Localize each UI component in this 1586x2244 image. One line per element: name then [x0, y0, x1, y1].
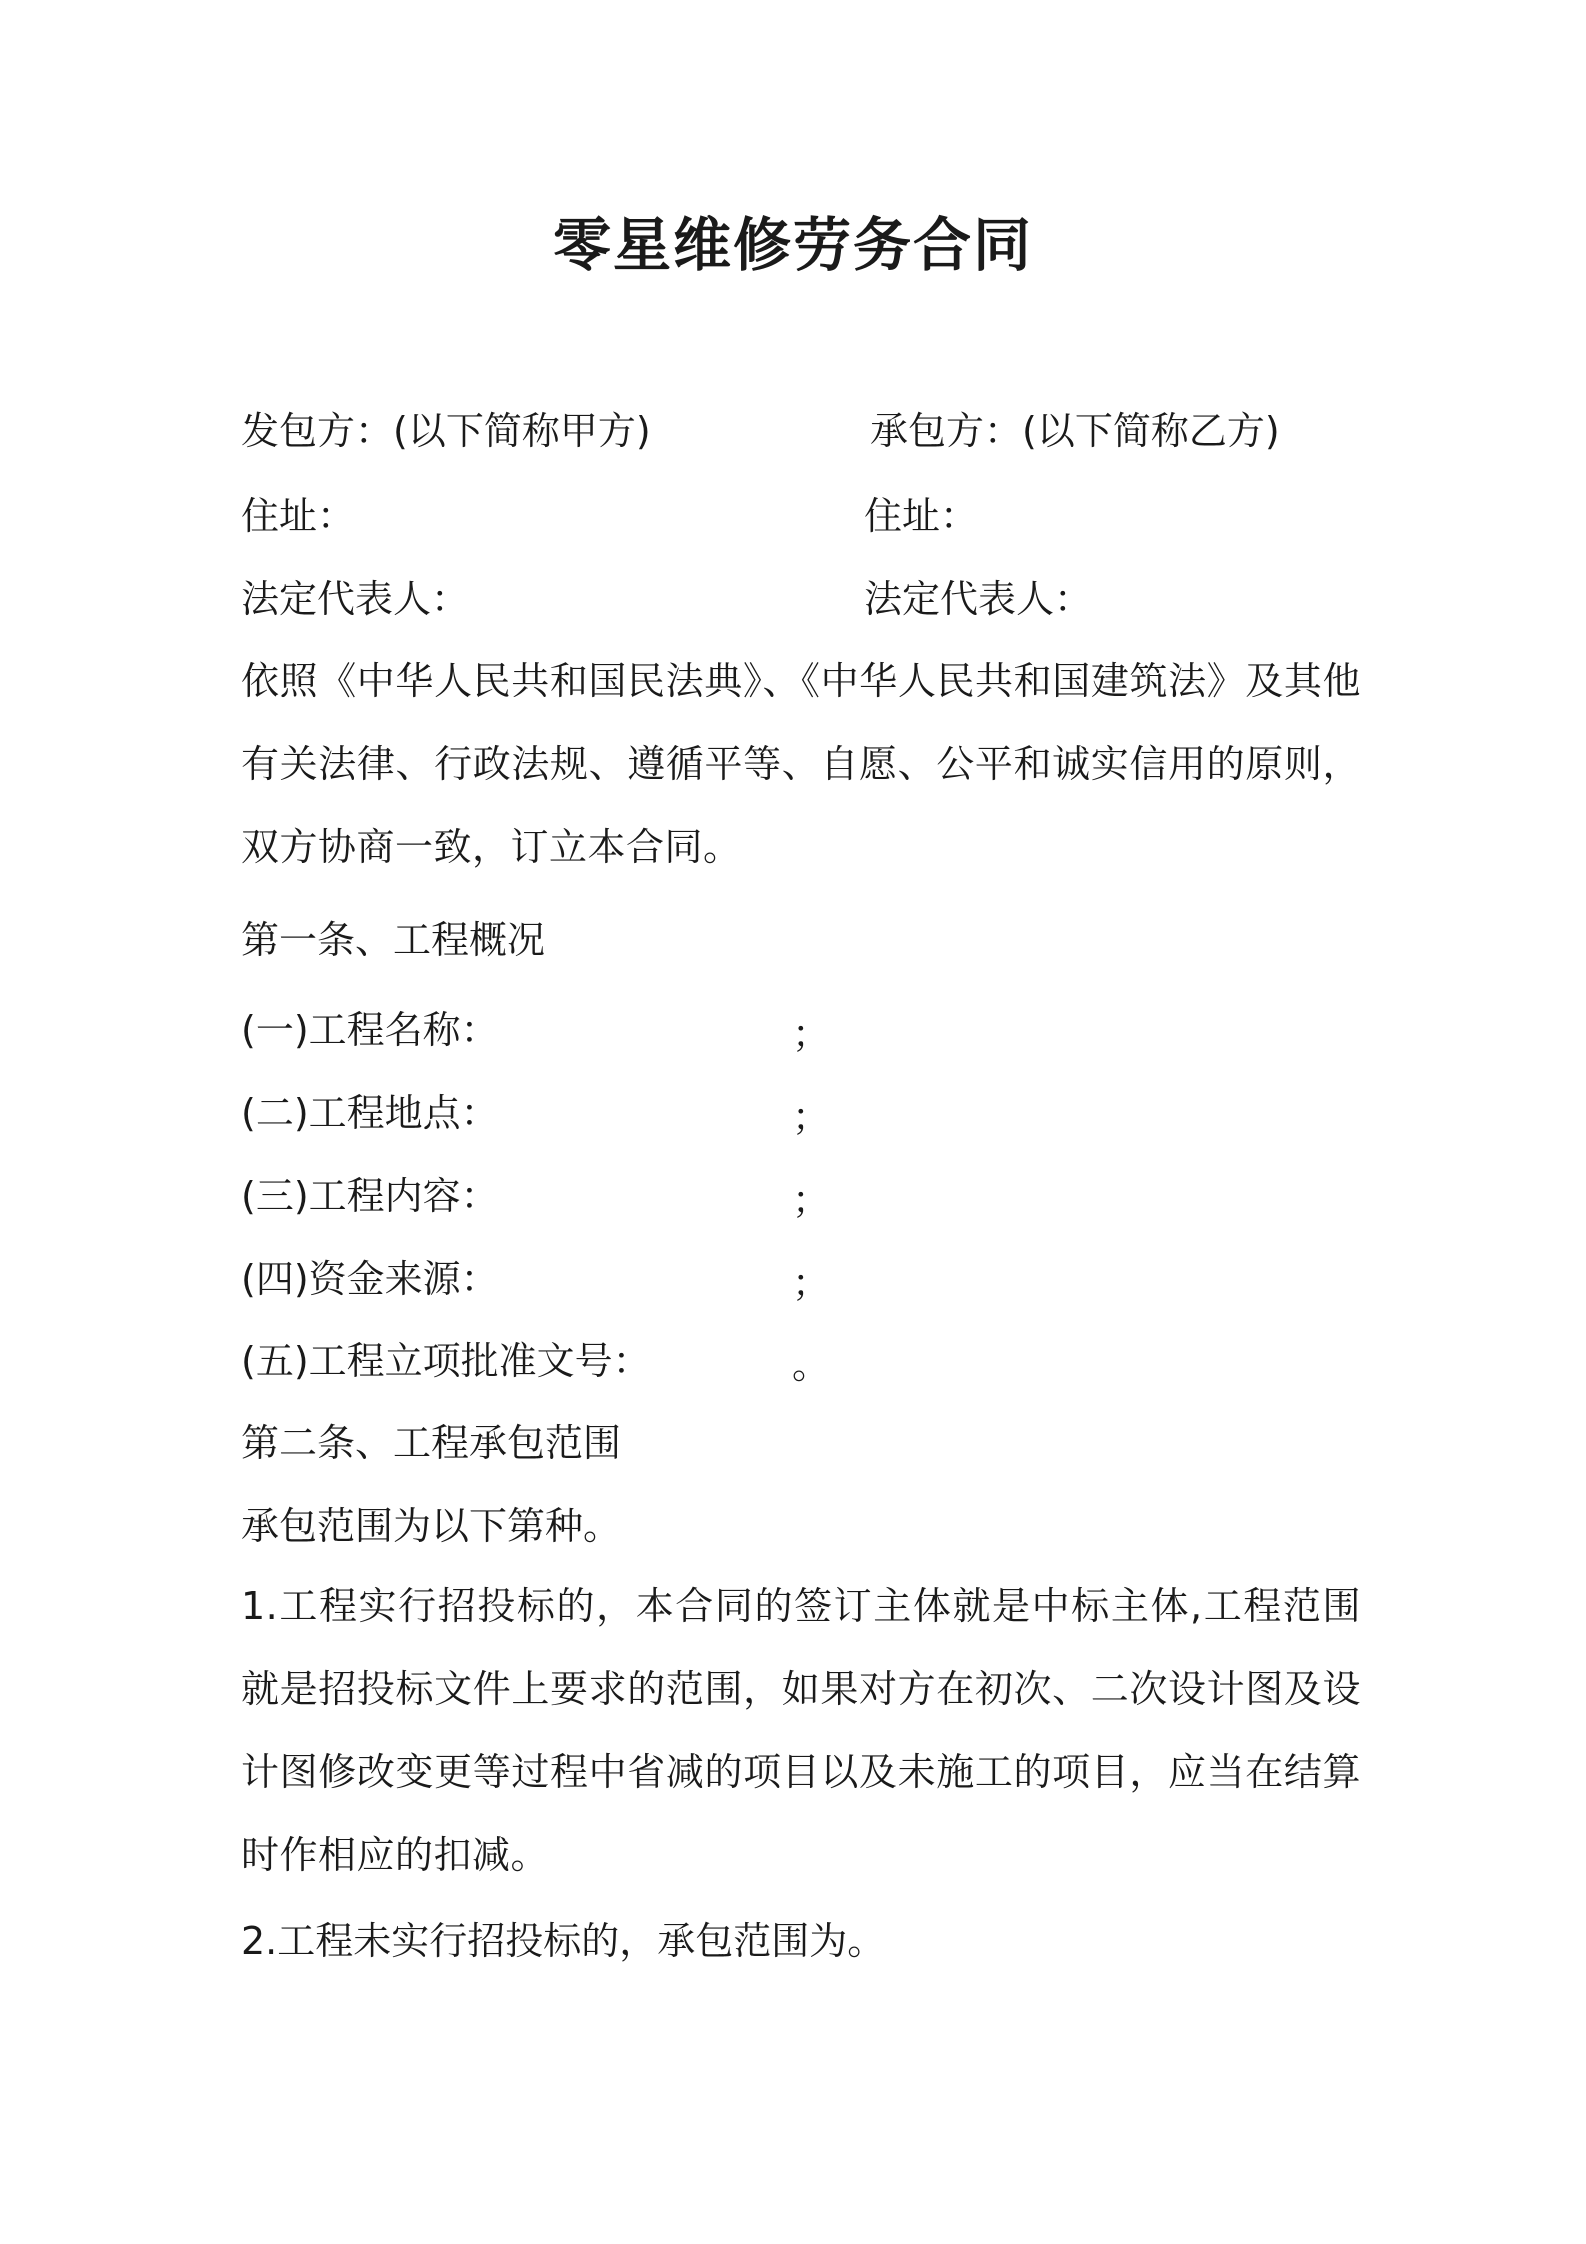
preamble-paragraph: 依照《中华人民共和国民法典》、《中华人民共和国建筑法》及其他有关法律、行政法规、遵循平等、自愿、公平和诚实信用的原则，双方协商一致，订立本合同。	[241, 659, 1361, 869]
document-title: 零星维修劳务合同	[552, 211, 1033, 279]
contractor-label: 承包方：(以下简称乙方)	[870, 409, 1280, 453]
item-project-content-end: ；	[792, 1178, 831, 1222]
item-project-name: (一)工程名称：	[241, 1008, 499, 1052]
item-fund-source-end: ；	[792, 1261, 831, 1305]
item-project-location-end: ；	[792, 1095, 831, 1139]
article2-heading: 第二条、工程承包范围	[241, 1421, 622, 1465]
article2-clause1: 1.工程实行招投标的，本合同的签订主体就是中标主体,工程范围就是招投标文件上要求的范围，如果对方在初次、二次设计图及设计图修改变更等过程中省减的项目以及未施工的项目，应当在结算时作相应的扣减。	[241, 1584, 1361, 1877]
article2-intro: 承包范围为以下第种。	[241, 1504, 622, 1548]
employer-label: 发包方：(以下简称甲方)	[241, 409, 651, 453]
contractor-address: 住址：	[864, 494, 979, 538]
item-project-content: (三)工程内容：	[241, 1174, 499, 1218]
item-fund-source: (四)资金来源：	[241, 1257, 499, 1301]
item-approval-number-end: 。	[792, 1343, 831, 1387]
employer-address: 住址：	[241, 494, 356, 538]
item-project-name-end: ；	[792, 1012, 831, 1056]
article2-clause2: 2.工程未实行招投标的，承包范围为。	[241, 1919, 886, 1963]
item-project-location: (二)工程地点：	[241, 1091, 499, 1135]
article1-heading: 第一条、工程概况	[241, 918, 546, 962]
contractor-representative: 法定代表人：	[864, 577, 1093, 621]
employer-representative: 法定代表人：	[241, 577, 470, 621]
item-approval-number: (五)工程立项批准文号：	[241, 1339, 651, 1383]
